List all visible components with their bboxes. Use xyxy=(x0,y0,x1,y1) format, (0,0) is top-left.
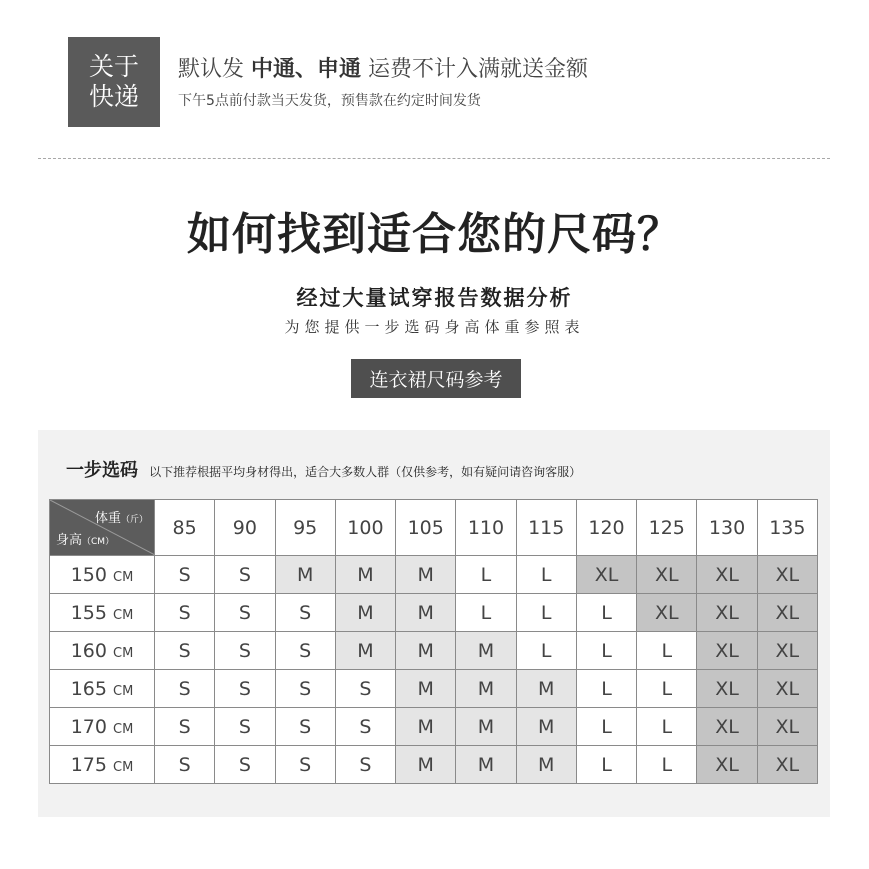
weight-header-cell: 105 xyxy=(396,500,456,556)
size-cell: M xyxy=(516,670,576,708)
size-chart-body xyxy=(50,556,818,784)
height-row-header: 175 CM xyxy=(50,746,155,784)
page-subheading: 经过大量试穿报告数据分析 xyxy=(296,286,573,310)
height-row-header: 155 CM xyxy=(50,594,155,632)
shipping-label-box xyxy=(68,37,160,127)
size-cell: S xyxy=(155,708,215,746)
dashed-divider xyxy=(38,158,830,159)
size-cell: L xyxy=(456,556,516,594)
weight-header-cell: 90 xyxy=(215,500,275,556)
size-cell: S xyxy=(335,670,395,708)
size-cell: S xyxy=(275,746,335,784)
size-cell: XL xyxy=(757,746,817,784)
weight-header-cell: 110 xyxy=(456,500,516,556)
height-row-header: 160 CM xyxy=(50,632,155,670)
table-row xyxy=(50,556,818,594)
size-cell: S xyxy=(155,746,215,784)
weight-header-cell: 85 xyxy=(155,500,215,556)
size-cell: L xyxy=(576,594,636,632)
size-cell: M xyxy=(456,746,516,784)
size-cell: M xyxy=(275,556,335,594)
size-cell: M xyxy=(456,670,516,708)
size-cell: XL xyxy=(757,632,817,670)
size-cell: S xyxy=(155,632,215,670)
size-cell: M xyxy=(335,632,395,670)
size-cell: XL xyxy=(757,556,817,594)
size-cell: M xyxy=(516,708,576,746)
table-row xyxy=(50,670,818,708)
size-cell: S xyxy=(275,632,335,670)
size-cell: XL xyxy=(697,556,757,594)
size-cell: S xyxy=(215,746,275,784)
size-cell: XL xyxy=(576,556,636,594)
size-cell: S xyxy=(215,556,275,594)
size-cell: XL xyxy=(757,670,817,708)
category-tag: 连衣裙尺码参考 xyxy=(351,359,521,398)
size-cell: L xyxy=(576,632,636,670)
size-cell: M xyxy=(516,746,576,784)
size-cell: M xyxy=(396,708,456,746)
size-cell: L xyxy=(576,670,636,708)
weight-header-cell: 120 xyxy=(576,500,636,556)
size-cell: L xyxy=(637,670,697,708)
size-cell: S xyxy=(155,556,215,594)
size-cell: XL xyxy=(697,594,757,632)
size-cell: M xyxy=(335,556,395,594)
size-cell: L xyxy=(576,746,636,784)
size-cell: M xyxy=(456,632,516,670)
shipping-sub-text: 下午5点前付款当天发货，预售款在约定时间发货 xyxy=(178,93,481,109)
size-cell: M xyxy=(335,594,395,632)
weight-axis-label: 体重（斤） xyxy=(94,511,148,526)
size-cell: XL xyxy=(757,708,817,746)
shipping-suffix: 运费不计入满就送金额 xyxy=(368,57,589,82)
size-cell: XL xyxy=(697,670,757,708)
size-cell: S xyxy=(215,632,275,670)
size-cell: S xyxy=(155,594,215,632)
size-cell: XL xyxy=(697,708,757,746)
size-chart-title-main: 一步选码 xyxy=(66,460,138,481)
shipping-carriers: 中通、申通 xyxy=(251,57,362,82)
size-cell: S xyxy=(215,670,275,708)
size-cell: L xyxy=(576,708,636,746)
size-chart-table xyxy=(49,499,818,784)
size-cell: M xyxy=(396,556,456,594)
size-cell: L xyxy=(637,708,697,746)
weight-header-cell: 115 xyxy=(516,500,576,556)
size-cell: L xyxy=(637,746,697,784)
weight-header-cell: 100 xyxy=(335,500,395,556)
shipping-prefix: 默认发 xyxy=(178,57,245,82)
table-row xyxy=(50,708,818,746)
size-cell: M xyxy=(396,670,456,708)
size-cell: L xyxy=(516,632,576,670)
size-cell: L xyxy=(516,594,576,632)
weight-header-cell: 125 xyxy=(637,500,697,556)
size-cell: S xyxy=(215,708,275,746)
size-cell: M xyxy=(396,594,456,632)
size-cell: M xyxy=(396,746,456,784)
size-chart-header-row xyxy=(50,500,818,556)
size-cell: S xyxy=(335,746,395,784)
page-headline: 如何找到适合您的尺码？ xyxy=(187,209,682,260)
table-row xyxy=(50,594,818,632)
table-row xyxy=(50,746,818,784)
size-cell: L xyxy=(516,556,576,594)
size-cell: XL xyxy=(757,594,817,632)
size-cell: XL xyxy=(697,632,757,670)
weight-header-cell: 130 xyxy=(697,500,757,556)
size-cell: XL xyxy=(637,594,697,632)
size-cell: S xyxy=(275,594,335,632)
size-cell: M xyxy=(456,708,516,746)
page-subheading-secondary: 为您提供一步选码身高体重参照表 xyxy=(284,318,585,336)
shipping-main-text xyxy=(178,52,588,83)
weight-header-cell: 95 xyxy=(275,500,335,556)
height-axis-label: 身高（CM） xyxy=(56,533,115,548)
size-cell: L xyxy=(456,594,516,632)
height-row-header: 170 CM xyxy=(50,708,155,746)
weight-header-cell: 135 xyxy=(757,500,817,556)
size-cell: S xyxy=(215,594,275,632)
size-chart-note: 以下推荐根据平均身材得出，适合大多数人群（仅供参考，如有疑问请咨询客服） xyxy=(149,465,582,479)
size-cell: XL xyxy=(637,556,697,594)
table-row xyxy=(50,632,818,670)
size-chart-title xyxy=(66,456,581,482)
shipping-label-line2: 快递 xyxy=(88,82,139,111)
size-cell: M xyxy=(396,632,456,670)
size-cell: XL xyxy=(697,746,757,784)
height-row-header: 150 CM xyxy=(50,556,155,594)
size-cell: L xyxy=(637,632,697,670)
size-cell: S xyxy=(275,670,335,708)
height-row-header: 165 CM xyxy=(50,670,155,708)
size-cell: S xyxy=(275,708,335,746)
shipping-label-line1: 关于 xyxy=(88,52,139,81)
size-cell: S xyxy=(335,708,395,746)
size-cell: S xyxy=(155,670,215,708)
size-chart-corner-cell xyxy=(50,500,155,556)
